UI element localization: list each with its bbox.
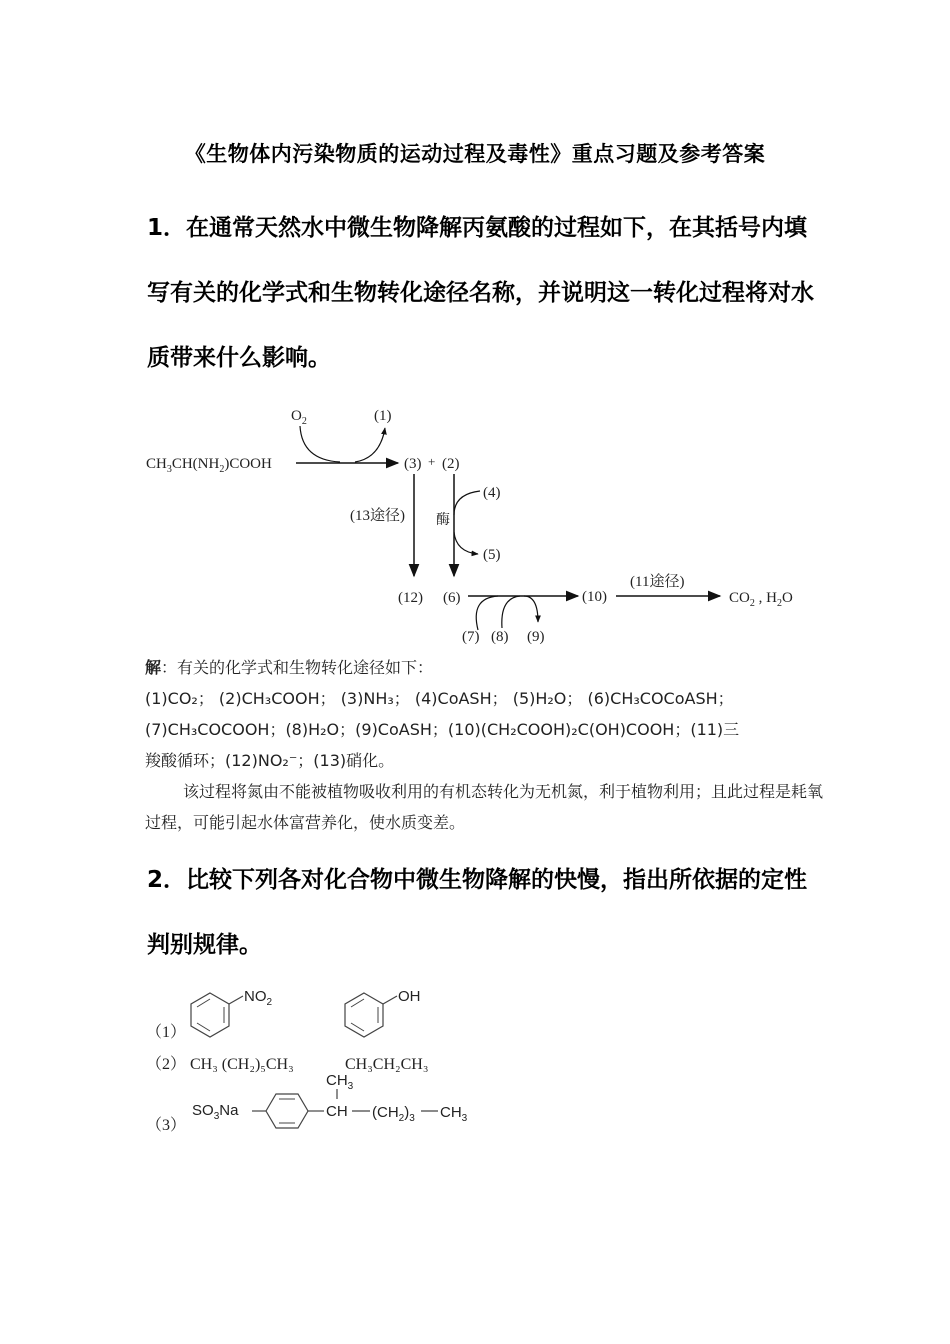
product-9-curve: [524, 596, 538, 622]
answer-explanation: 该过程将氮由不能被植物吸收利用的有机态转化为无机氮，利于植物利用；且此过程是耗氧过程，可能引起水体富营养化，使水质变差。: [145, 782, 824, 832]
question-2: 2．比较下列各对化合物中微生物降解的快慢，指出所依据的定性判别规律。: [147, 867, 808, 958]
blank-5: (5): [483, 547, 501, 563]
benzene-ring-phenol: [345, 993, 397, 1037]
product-1-curve: [355, 428, 385, 462]
blank-10: (10): [582, 589, 607, 605]
end-products: $CO_2$ , $H_2O$: [729, 590, 793, 609]
o2-label: $O_2$: [291, 408, 307, 427]
nitro-group: $NO_2$: [244, 988, 273, 1008]
heptane: CH₃ (CH₂)₅CH₃: [190, 1056, 294, 1073]
route-11-label: (11途径): [630, 574, 685, 590]
answer-1: [145, 652, 835, 838]
answer-line-1: (1)CO₂； (2)CH₃COOH； (3)NH₃； (4)CoASH； (5)H₂O； (6)CH₃COCoASH；: [145, 689, 734, 708]
reagent-7-curve: [476, 596, 498, 630]
blank-3: (3): [404, 456, 422, 472]
sulfonate-group: $SO_3Na$: [192, 1102, 239, 1122]
product-5-curve: [454, 532, 478, 554]
o2-curve: [300, 426, 340, 462]
methylene-chain: $(CH_2)_3$: [372, 1104, 415, 1124]
alanine-degradation-diagram: [140, 400, 820, 650]
blank-9: (9): [527, 629, 545, 645]
blank-2: (2): [442, 456, 460, 472]
blank-4: (4): [483, 485, 501, 501]
hydroxyl-group: OH: [398, 988, 421, 1005]
reagent-8-curve: [502, 596, 520, 628]
pair-1-label: （1）: [146, 1024, 187, 1041]
blank-12: (12): [398, 590, 423, 606]
blank-7: (7): [462, 629, 480, 645]
benzene-ring-sulfonate: [266, 1094, 308, 1128]
reagent-4-curve: [454, 491, 480, 515]
compound-pairs: [140, 985, 540, 1150]
document-title: 《生物体内污染物质的运动过程及毒性》重点习题及参考答案: [184, 141, 766, 166]
methyl-branch: $CH_3$: [326, 1072, 354, 1092]
blank-8: (8): [491, 629, 509, 645]
answer-line-2: (7)CH₃COCOOH；(8)H₂O；(9)CoASH；(10)(CH₂COOH)₂C(OH)COOH；(11)三: [145, 720, 740, 739]
methine-ch: CH: [326, 1103, 348, 1120]
blank-6: (6): [443, 590, 461, 606]
answer-intro: ：有关的化学式和生物转化途径如下：: [161, 658, 434, 677]
blank-1: (1): [374, 408, 392, 424]
route-13-label: (13途径): [350, 508, 405, 524]
enzyme-label: 酶: [436, 513, 450, 528]
question-1-text: 在通常天然水中微生物降解丙氨酸的过程如下，在其括号内填写有关的化学式和生物转化途径名称，并说明这一转化过程将对水质带来什么影响。: [147, 215, 814, 371]
pair-3-label: （3）: [146, 1117, 187, 1134]
pair-2-label: （2）: [146, 1056, 187, 1073]
terminal-methyl: $CH_3$: [440, 1104, 468, 1124]
question-1-number: 1: [147, 215, 164, 241]
question-2-text: 比较下列各对化合物中微生物降解的快慢，指出所依据的定性判别规律。: [147, 867, 808, 958]
start-compound: $CH_3CH(NH_2)COOH$: [146, 456, 272, 475]
question-2-number: 2: [147, 867, 164, 893]
question-1: 1．在通常天然水中微生物降解丙氨酸的过程如下，在其括号内填写有关的化学式和生物转化途径名称，并说明这一转化过程将对水质带来什么影响。: [147, 215, 814, 371]
propane: CH₃CH₂CH₃: [345, 1056, 429, 1073]
plus-sign: +: [428, 454, 436, 469]
benzene-ring-nitro: [191, 993, 243, 1037]
answer-label: 解: [145, 658, 162, 677]
answer-line-3: 羧酸循环；(12)NO₂⁻；(13)硝化。: [145, 751, 395, 770]
